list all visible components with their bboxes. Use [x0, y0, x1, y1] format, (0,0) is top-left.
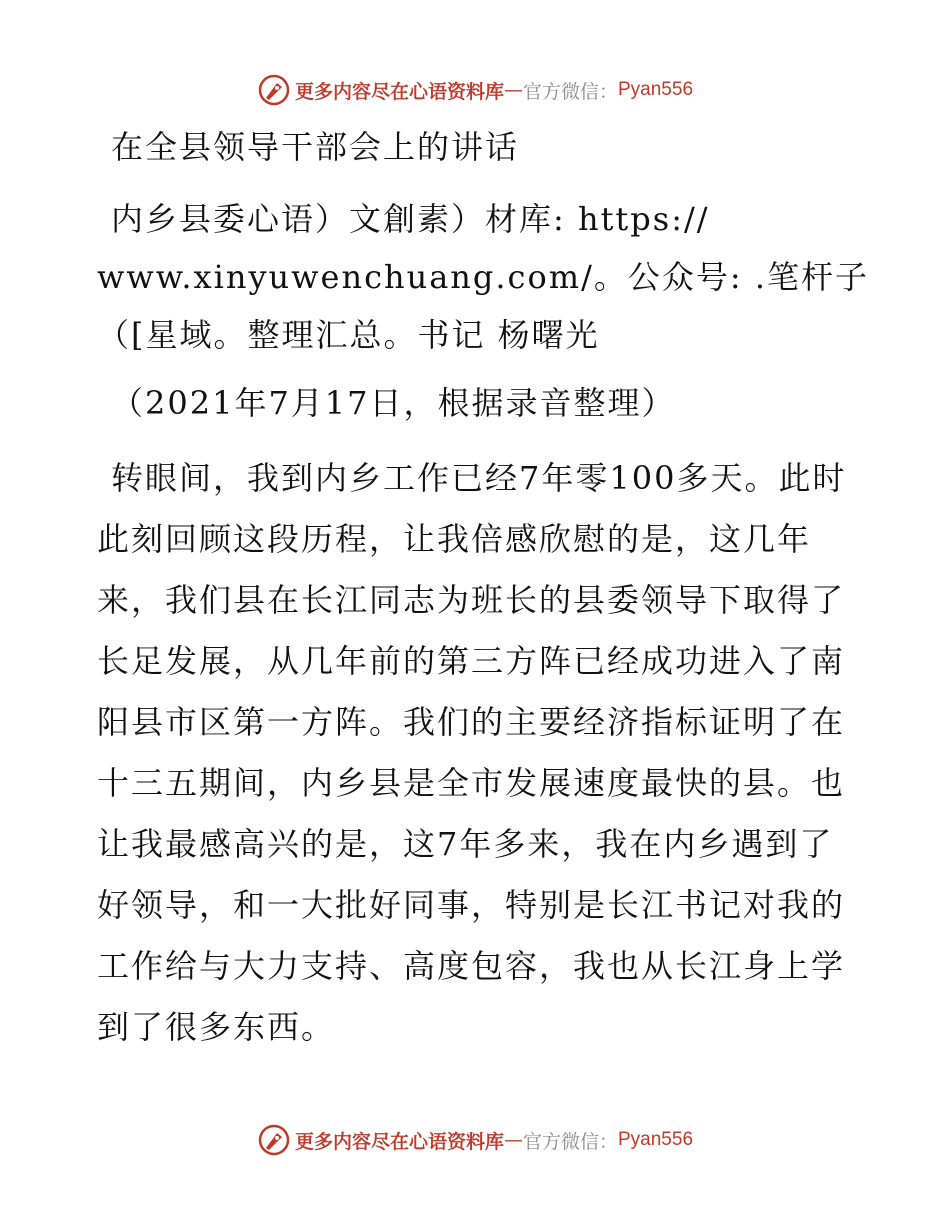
watermark-dash: —	[503, 79, 523, 101]
date-note: （2021年7月17日，根据录音整理）	[111, 384, 676, 422]
watermark-label: 官方微信：	[522, 1130, 618, 1153]
watermark-main-text: 更多内容尽在心语资料库	[294, 80, 504, 103]
watermark-label: 官方微信：	[522, 80, 618, 103]
paragraph-line: 来，我们县在长江同志为班长的县委领导下取得了	[97, 581, 846, 619]
paragraph-line: 工作给与大力支持、高度包容，我也从长江身上学	[97, 947, 846, 985]
document-body	[97, 120, 869, 1058]
document-title: 在全县领导干部会上的讲话	[111, 128, 520, 166]
paragraph-line: 长足发展，从几年前的第三方阵已经成功进入了南	[97, 642, 846, 680]
watermark-wechat-id: Pyan556	[618, 79, 694, 100]
body-paragraph	[97, 448, 857, 1058]
paragraph-line: 让我最感高兴的是，这7年多来，我在内乡遇到了	[97, 825, 834, 863]
paragraph-line: 此刻回顾这段历程，让我倍感欣慰的是，这几年	[97, 520, 812, 558]
pen-nib-logo-icon	[257, 73, 291, 107]
watermark-footer	[0, 1120, 950, 1160]
meta-line: 内乡县委心语）文創素）材库: https://	[111, 200, 710, 238]
pen-nib-logo-icon	[257, 1123, 291, 1157]
paragraph-line: 阳县市区第一方阵。我们的主要经济指标证明了在	[97, 703, 846, 741]
meta-line: www.xinyuwenchuang.com/。公众号: .笔杆子	[97, 258, 869, 296]
meta-line: （[星域。整理汇总。书记 杨曙光	[97, 316, 600, 354]
paragraph-line: 到了很多东西。	[97, 1008, 336, 1046]
watermark-main-text: 更多内容尽在心语资料库	[294, 1130, 504, 1153]
paragraph-line: 转眼间，我到内乡工作已经7年零100多天。此时	[111, 459, 847, 497]
watermark-header	[0, 70, 950, 110]
document-meta	[97, 190, 869, 364]
paragraph-line: 好领导，和一大批好同事，特别是长江书记对我的	[97, 886, 846, 924]
watermark-dash: —	[503, 1129, 523, 1151]
watermark-wechat-id: Pyan556	[618, 1129, 694, 1150]
paragraph-line: 十三五期间，内乡县是全市发展速度最快的县。也	[97, 764, 846, 802]
